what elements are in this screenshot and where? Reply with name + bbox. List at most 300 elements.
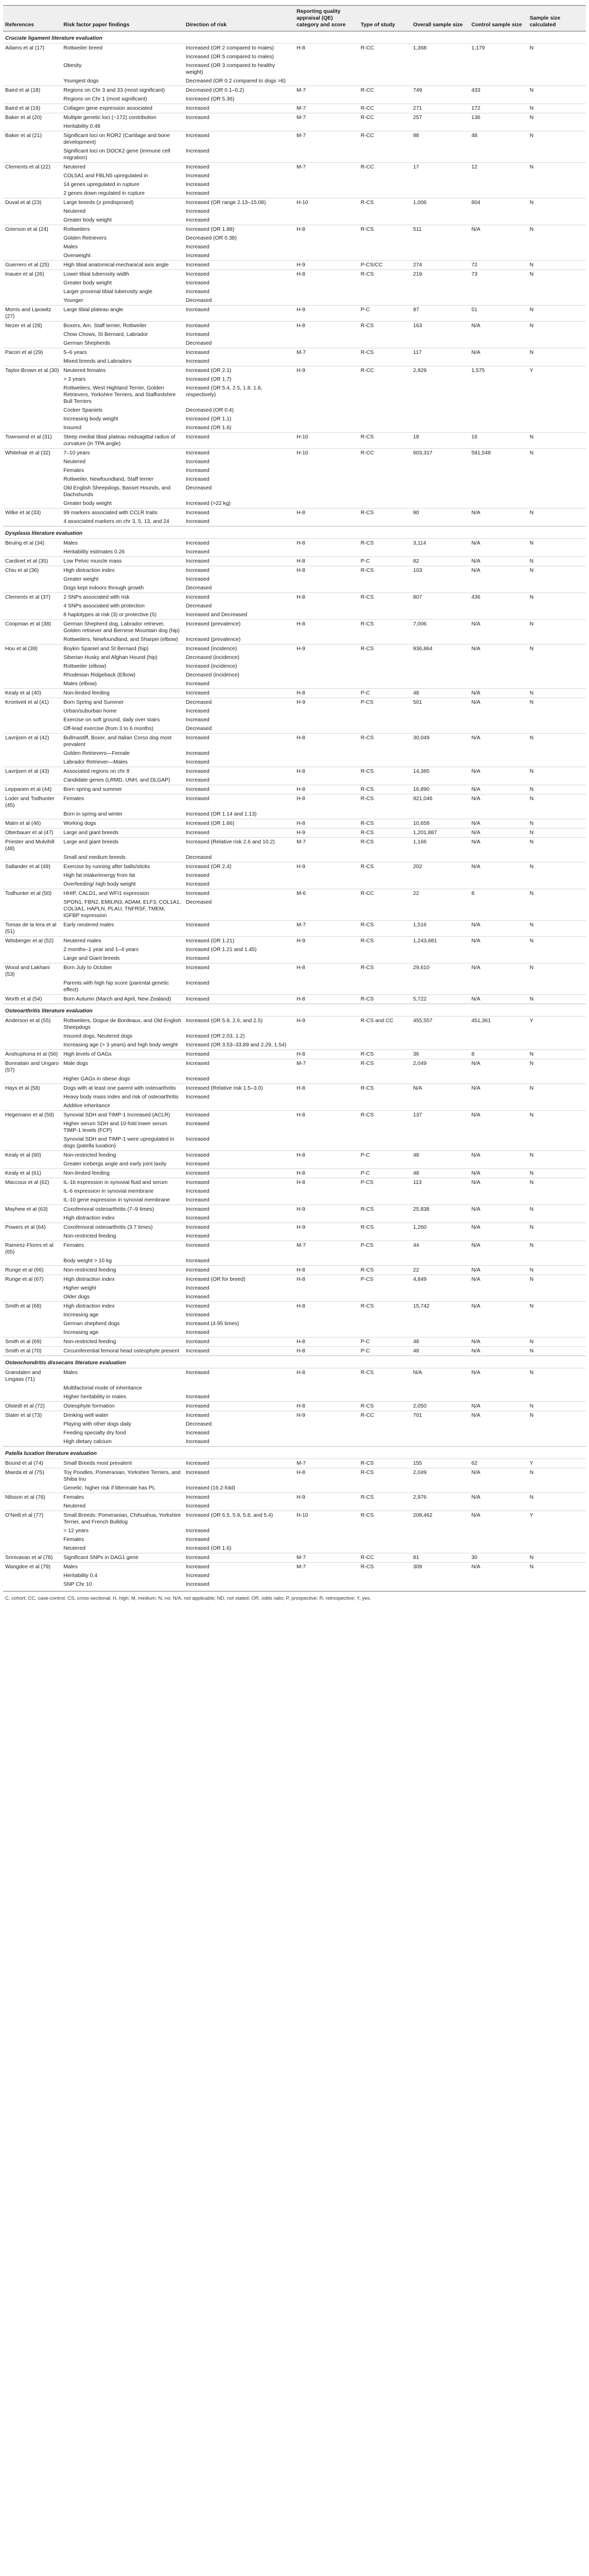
cell-calculated (528, 1214, 586, 1223)
table-row (3, 1544, 586, 1553)
cell-sample-size (411, 375, 469, 384)
cell-reference (3, 207, 61, 216)
cell-sample-size (411, 1032, 469, 1041)
cell-calculated: N (528, 767, 586, 776)
cell-reference: Tomas de la Iera et al (51) (3, 921, 61, 937)
cell-calculated: N (528, 689, 586, 698)
cell-control-size: N/A (470, 1241, 528, 1257)
cell-quality (294, 810, 359, 819)
cell-quality: H-8 (294, 767, 359, 776)
cell-control-size (470, 189, 528, 198)
cell-calculated: N (528, 645, 586, 654)
cell-sample-size: 22 (411, 889, 469, 899)
cell-quality: M-7 (294, 163, 359, 172)
cell-sample-size: 807 (411, 593, 469, 602)
cell-risk-factor: Overweight (63, 253, 91, 259)
cell-risk-factor: Feeding specialty dry food (63, 1430, 126, 1436)
table-row (3, 198, 586, 208)
cell-control-size (470, 122, 528, 131)
cell-direction: Increased (4.95 times) (185, 1321, 239, 1327)
table-row (3, 1437, 586, 1447)
cell-risk-factor: Increasing age (63, 1330, 99, 1335)
cell-direction: Increased (185, 280, 210, 286)
cell-sample-size (411, 1527, 469, 1535)
cell-quality (294, 287, 359, 296)
cell-sample-size: 1,368 (411, 44, 469, 53)
cell-sample-size (411, 1293, 469, 1302)
cell-control-size (470, 1214, 528, 1223)
cell-reference: Townsend et al (31) (3, 433, 61, 449)
cell-risk-factor: Non-restricted feeding (61, 1266, 184, 1275)
cell-control-size: N/A (470, 1151, 528, 1160)
cell-direction: Increased (Relative risk 2.6 and 10.2) (184, 838, 294, 854)
cell-calculated: N (528, 1151, 586, 1160)
cell-quality: H-9 (294, 306, 359, 321)
cell-risk-factor: Born in spring and winter (63, 811, 123, 817)
cell-reference (3, 1214, 61, 1223)
cell-quality (294, 1571, 359, 1580)
cell-quality: M-7 (294, 1059, 359, 1075)
cell-calculated: N (528, 1563, 586, 1572)
cell-sample-size (411, 339, 469, 348)
cell-calculated (528, 1502, 586, 1511)
table-row (3, 384, 586, 406)
cell-study-type: R-CS (359, 433, 411, 449)
cell-sample-size: 22 (411, 1266, 469, 1275)
cell-control-size (470, 584, 528, 593)
cell-calculated: N (528, 1266, 586, 1275)
cell-control-size (470, 147, 528, 163)
cell-sample-size: 1,201,887 (411, 828, 469, 838)
cell-control-size (470, 853, 528, 862)
cell-direction: Increased (OR 1.21) (184, 937, 294, 946)
cell-control-size: N/A (470, 1205, 528, 1214)
cell-study-type: R-CS (359, 767, 411, 776)
cell-control-size: 136 (470, 113, 528, 123)
cell-risk-factor: German Shepherd dog, Labrador retriever, Golden retriever and Bernese Mountain dog (hip) (61, 620, 184, 636)
cell-direction: Increased (184, 1111, 294, 1120)
cell-sample-size (411, 251, 469, 261)
cell-sample-size (411, 499, 469, 509)
cell-reference: Kealy et al (60) (3, 1151, 61, 1160)
cell-sample-size: 7,006 (411, 620, 469, 636)
cell-sample-size (411, 602, 469, 611)
cell-quality (294, 1484, 359, 1493)
cell-calculated: N (528, 1468, 586, 1484)
cell-sample-size: 1,243,681 (411, 937, 469, 946)
table-row (3, 1075, 586, 1084)
cell-reference: Nilsson et al (76) (3, 1493, 61, 1502)
table-row (3, 1205, 586, 1214)
cell-direction: Increased (185, 882, 210, 887)
cell-quality: M-7 (294, 1563, 359, 1572)
table-row (3, 163, 586, 172)
cell-quality: H-8 (294, 785, 359, 794)
cell-direction: Increased (184, 767, 294, 776)
cell-risk-factor: Significant loci on DOCK2 gene (immune cell migration) (63, 148, 170, 161)
cell-direction: Increased (OR range 2.13–15.08) (184, 198, 294, 208)
cell-study-type (359, 979, 411, 995)
cell-quality: H-9 (294, 366, 359, 376)
cell-direction: Increased (184, 1563, 294, 1572)
cell-risk-factor: Circumferential femoral head osteophyte present (61, 1347, 184, 1356)
cell-sample-size (411, 1429, 469, 1437)
cell-study-type: R-CS (359, 620, 411, 636)
cell-calculated: N (528, 698, 586, 707)
cell-study-type: R-CS (359, 566, 411, 575)
cell-quality: M-7 (294, 1241, 359, 1257)
cell-direction: Increased (185, 1094, 210, 1100)
table-row (3, 611, 586, 620)
cell-direction: Increased (185, 1330, 210, 1335)
cell-control-size: N/A (470, 1368, 528, 1384)
section-row (3, 31, 586, 44)
cell-calculated (528, 1437, 586, 1447)
cell-direction: Increased (OR 2.1) (184, 366, 294, 376)
cell-study-type: P-C (359, 1347, 411, 1356)
cell-risk-factor: High dietary calcium (63, 1439, 112, 1445)
cell-direction: Increased (184, 1205, 294, 1214)
cell-study-type (359, 1160, 411, 1169)
cell-control-size: 172 (470, 104, 528, 113)
cell-quality: H-8 (294, 44, 359, 53)
cell-study-type (359, 415, 411, 423)
cell-sample-size (411, 95, 469, 104)
cell-reference (3, 749, 61, 758)
cell-risk-factor: Non-limited feeding (61, 689, 184, 698)
cell-study-type (359, 602, 411, 611)
cell-quality: M-6 (294, 889, 359, 899)
cell-quality (294, 611, 359, 620)
table-row (3, 457, 586, 466)
cell-reference (3, 279, 61, 287)
cell-quality (294, 384, 359, 406)
cell-direction: Increased (185, 459, 210, 465)
cell-reference: Clements et al (37) (3, 593, 61, 602)
cell-risk-factor: Obesity (63, 63, 82, 69)
cell-sample-size (411, 1502, 469, 1511)
cell-reference (3, 357, 61, 366)
section-row (3, 1004, 586, 1016)
cell-calculated (528, 871, 586, 880)
cell-quality (294, 853, 359, 862)
cell-study-type: P-C (359, 557, 411, 566)
cell-sample-size (411, 279, 469, 287)
cell-calculated (528, 1393, 586, 1402)
cell-direction: Increased (OR 5.8, 2.6, and 2.5) (184, 1016, 294, 1032)
cell-risk-factor: German shepherd dogs (63, 1321, 120, 1327)
cell-quality: M-7 (294, 1553, 359, 1563)
cell-direction: Increased (184, 889, 294, 899)
cell-risk-factor: Regions on Chr 3 and 33 (most significant) (61, 86, 184, 95)
cell-study-type (359, 251, 411, 261)
cell-control-size (470, 575, 528, 584)
cell-risk-factor: Off-lead exercise (from 3 to 6 months) (63, 726, 153, 732)
cell-direction: Increased (185, 1573, 210, 1579)
cell-quality (294, 1214, 359, 1223)
cell-risk-factor: Increasing age (63, 1312, 99, 1318)
cell-calculated (528, 466, 586, 475)
cell-calculated (528, 1580, 586, 1589)
cell-calculated (528, 898, 586, 921)
cell-reference (3, 1484, 61, 1493)
cell-reference (3, 1502, 61, 1511)
cell-sample-size (411, 384, 469, 406)
cell-study-type: P-CS/CC (359, 261, 411, 270)
cell-control-size (470, 1093, 528, 1101)
table-row (3, 1311, 586, 1319)
table-row (3, 794, 586, 810)
cell-direction: Increased (OR 6.5, 5.9, 5.8, and 5.4) (184, 1511, 294, 1527)
cell-control-size (470, 415, 528, 423)
cell-reference: Krontveit et al (41) (3, 698, 61, 707)
table-row (3, 1059, 586, 1075)
cell-risk-factor: Rottweilers (61, 225, 184, 234)
cell-risk-factor: Born July to October (61, 963, 184, 979)
cell-control-size (470, 339, 528, 348)
table-row (3, 734, 586, 750)
cell-control-size (470, 384, 528, 406)
cell-direction: Decreased (OR 0.2 compared to dogs >8) (185, 78, 286, 84)
cell-risk-factor: Large and giant breeds (61, 828, 184, 838)
cell-reference: Oberbauer et al (47) (3, 828, 61, 838)
table-row (3, 1563, 586, 1572)
cell-direction: Increased (OR 2 compared to males) (184, 44, 294, 53)
cell-control-size: N/A (470, 1468, 528, 1484)
cell-reference: O'Neill et al (77) (3, 1511, 61, 1527)
cell-calculated: N (528, 995, 586, 1004)
cell-control-size (470, 406, 528, 415)
cell-study-type (359, 216, 411, 225)
cell-control-size: N/A (470, 539, 528, 548)
cell-calculated (528, 707, 586, 716)
header-study-type: Type of study (359, 6, 411, 31)
cell-calculated: N (528, 1178, 586, 1188)
cell-risk-factor: Chow Chows, St Bernard, Labrador (63, 332, 148, 337)
cell-direction: Increased (184, 734, 294, 750)
cell-risk-factor: Females (61, 794, 184, 810)
cell-risk-factor: Osteophyte formation (61, 1402, 184, 1411)
cell-control-size: N/A (470, 225, 528, 234)
cell-sample-size (411, 406, 469, 415)
cell-control-size: 8 (470, 1050, 528, 1059)
table-row (3, 1266, 586, 1275)
section-title: Osteoarthritis literature evaluation (3, 1004, 586, 1016)
cell-study-type: R-CS (359, 1111, 411, 1120)
cell-study-type (359, 584, 411, 593)
cell-quality (294, 749, 359, 758)
cell-direction: Decreased (185, 298, 212, 303)
table-row (3, 1347, 586, 1356)
cell-sample-size (411, 749, 469, 758)
cell-calculated: N (528, 620, 586, 636)
cell-quality (294, 1196, 359, 1205)
cell-direction: Increased (184, 1459, 294, 1468)
cell-reference (3, 871, 61, 880)
cell-control-size (470, 1041, 528, 1050)
cell-study-type: R-CS (359, 937, 411, 946)
cell-control-size (470, 1502, 528, 1511)
table-row (3, 1337, 586, 1347)
cell-control-size: N/A (470, 838, 528, 854)
cell-reference: Wood and Lakhani (53) (3, 963, 61, 979)
cell-risk-factor: Born Spring and Summer (61, 698, 184, 707)
cell-quality: M-7 (294, 86, 359, 95)
cell-sample-size (411, 415, 469, 423)
cell-control-size (470, 357, 528, 366)
cell-study-type (359, 1284, 411, 1293)
table-row (3, 635, 586, 645)
cell-sample-size: 15,742 (411, 1302, 469, 1311)
cell-risk-factor: Candidate genes (LRMD, UNH, and DLGAP) (63, 777, 170, 783)
cell-calculated: N (528, 225, 586, 234)
cell-calculated (528, 979, 586, 995)
cell-control-size: N/A (470, 348, 528, 358)
cell-quality (294, 95, 359, 104)
cell-reference: Sallander et al (49) (3, 862, 61, 872)
table-row (3, 122, 586, 131)
cell-risk-factor: High fat intake/energy from fat (63, 873, 135, 878)
cell-direction: Increased (184, 104, 294, 113)
cell-calculated (528, 207, 586, 216)
table-row (3, 466, 586, 475)
cell-quality: H-8 (294, 225, 359, 234)
table-row (3, 871, 586, 880)
cell-quality (294, 234, 359, 243)
table-row (3, 234, 586, 243)
cell-study-type (359, 484, 411, 499)
table-row (3, 1196, 586, 1205)
cell-reference (3, 810, 61, 819)
cell-control-size (470, 1293, 528, 1302)
cell-direction: Increased (OR 1.66) (184, 819, 294, 828)
cell-direction: Decreased (185, 485, 212, 491)
table-row (3, 61, 586, 77)
cell-sample-size (411, 423, 469, 433)
cell-risk-factor: Heavy body mass index and risk of osteoarthritis (63, 1094, 179, 1100)
cell-quality: H-9 (294, 698, 359, 707)
cell-risk-factor: Collagen gene expression associated (61, 104, 184, 113)
table-row (3, 517, 586, 527)
cell-quality (294, 707, 359, 716)
table-row (3, 810, 586, 819)
cell-risk-factor: High distraction index (61, 1275, 184, 1284)
cell-sample-size (411, 584, 469, 593)
cell-control-size (470, 423, 528, 433)
cell-calculated (528, 1420, 586, 1429)
cell-risk-factor: HHIP, CALD1, and WFI1 expression (61, 889, 184, 899)
cell-quality: H-8 (294, 1050, 359, 1059)
table-row (3, 645, 586, 654)
cell-sample-size (411, 1135, 469, 1151)
cell-sample-size (411, 1187, 469, 1196)
cell-study-type (359, 749, 411, 758)
cell-calculated: Y (528, 1459, 586, 1468)
cell-control-size (470, 243, 528, 251)
cell-reference: Kealy et al (40) (3, 689, 61, 698)
table-row (3, 548, 586, 557)
cell-quality: H-9 (294, 937, 359, 946)
cell-control-size: 451,361 (470, 1016, 528, 1032)
cell-direction: Increased (185, 873, 210, 878)
cell-calculated (528, 1041, 586, 1050)
cell-reference: Wilke et al (33) (3, 509, 61, 518)
cell-control-size (470, 251, 528, 261)
cell-sample-size (411, 1437, 469, 1447)
cell-risk-factor: IL-6 expression in synovial membrane (63, 1189, 154, 1194)
table-row (3, 1016, 586, 1032)
cell-control-size (470, 810, 528, 819)
cell-control-size (470, 1257, 528, 1266)
cell-calculated (528, 635, 586, 645)
cell-study-type (359, 653, 411, 662)
cell-direction: Increased (184, 1368, 294, 1384)
cell-study-type: R-CS (359, 1459, 411, 1468)
cell-study-type: R-CS (359, 734, 411, 750)
cell-quality: H-8 (294, 566, 359, 575)
cell-quality: M-7 (294, 104, 359, 113)
cell-reference (3, 1187, 61, 1196)
cell-calculated (528, 1535, 586, 1544)
cell-study-type (359, 296, 411, 306)
table-row (3, 758, 586, 767)
table-row (3, 1041, 586, 1050)
table-row (3, 819, 586, 828)
cell-study-type (359, 375, 411, 384)
cell-direction: Increased (OR 2.4) (184, 862, 294, 872)
cell-sample-size (411, 1093, 469, 1101)
cell-quality (294, 716, 359, 724)
cell-control-size: N/A (470, 1169, 528, 1178)
cell-quality (294, 243, 359, 251)
table-row (3, 1284, 586, 1293)
table-row (3, 279, 586, 287)
cell-calculated: N (528, 306, 586, 321)
cell-control-size (470, 517, 528, 527)
table-row (3, 1580, 586, 1589)
cell-sample-size: 90 (411, 509, 469, 518)
cell-control-size: N/A (470, 1302, 528, 1311)
cell-control-size (470, 296, 528, 306)
table-row (3, 1429, 586, 1437)
cell-reference (3, 384, 61, 406)
cell-control-size (470, 1311, 528, 1319)
cell-direction: Increased (184, 794, 294, 810)
cell-reference (3, 287, 61, 296)
cell-direction: Increased (184, 348, 294, 358)
cell-reference (3, 1196, 61, 1205)
table-row (3, 945, 586, 954)
cell-sample-size (411, 1101, 469, 1111)
cell-risk-factor: Neutered (63, 459, 85, 465)
cell-study-type (359, 1135, 411, 1151)
cell-risk-factor: Bullmastiff, Boxer, and Italian Corso dog most prevalent (61, 734, 184, 750)
cell-study-type: R-CS (359, 838, 411, 854)
cell-direction: Increased (185, 182, 210, 188)
cell-risk-factor: High distraction index (61, 1302, 184, 1311)
cell-study-type (359, 279, 411, 287)
cell-direction: Increased (185, 980, 210, 986)
cell-direction: Increased (184, 963, 294, 979)
cell-quality: H-8 (294, 734, 359, 750)
cell-direction: Increased (185, 717, 210, 723)
cell-study-type (359, 180, 411, 189)
cell-direction: Increased (Relative risk 1.5–3.0) (184, 1084, 294, 1093)
cell-sample-size (411, 1393, 469, 1402)
cell-reference: Srinivasan et al (78) (3, 1553, 61, 1563)
cell-quality (294, 53, 359, 61)
cell-reference: Slater et al (73) (3, 1411, 61, 1420)
